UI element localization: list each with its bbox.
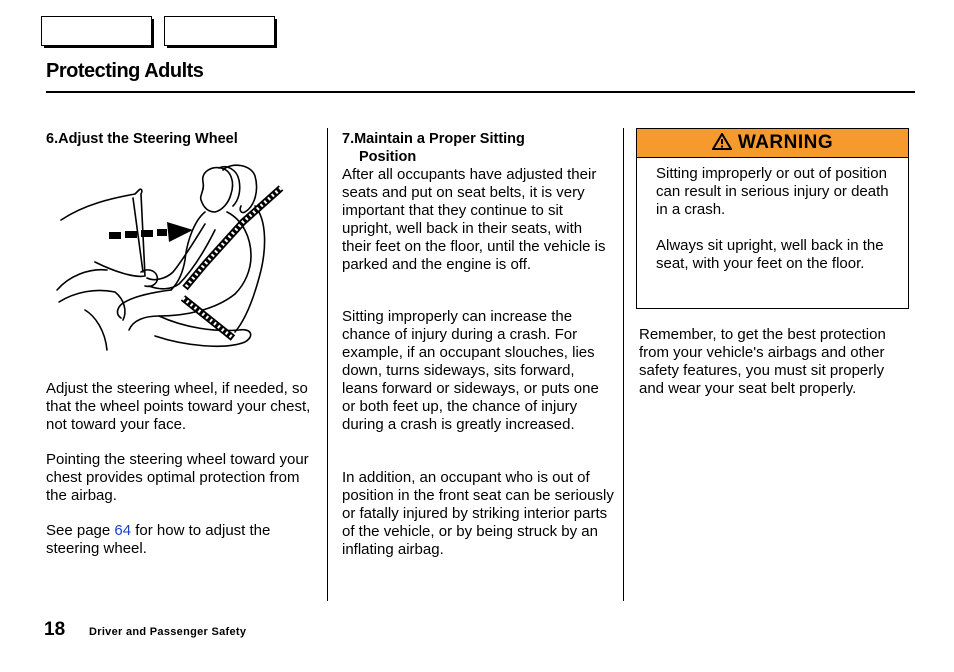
column-divider-1 — [327, 128, 328, 601]
heading-line-2: Position — [359, 149, 417, 165]
warning-triangle-icon — [712, 133, 732, 150]
sitting-para-1: After all occupants have adjusted their seats and put on seat belts, it is very important that they continue to sit upright, well back in their seats, with their feet on the floor, until the vehicle is parked and the engine is off. — [342, 166, 606, 273]
steering-para-3 — [46, 522, 311, 558]
nav-index-button[interactable] — [164, 16, 275, 46]
section-heading-sitting — [342, 130, 525, 166]
see-page-text: See page — [46, 522, 115, 539]
column-divider-2 — [623, 128, 624, 601]
see-page-text-end: for how to adjust the steering wheel. — [46, 522, 271, 557]
page-number: 18 — [44, 619, 66, 640]
footer-section-title: Driver and Passenger Safety — [89, 626, 247, 638]
sitting-para-2: Sitting improperly can increase the chance of injury during a crash. For example, if an occupant slouches, lies down, turns sideways, sits forward, leans forward or sideways, or puts one or both feet up, the chance of injury during a crash is greatly increased. — [342, 308, 599, 433]
section-heading-steering: 6.Adjust the Steering Wheel — [46, 131, 238, 147]
sitting-para-3: In addition, an occupant who is out of position in the front seat can be seriously or fatally injured by striking interior parts of the vehicle, or by being struck by an inflating airbag. — [342, 469, 614, 558]
steering-wheel-illustration — [55, 160, 290, 355]
remember-para: Remember, to get the best protection from your vehicle's airbags and other safety features, you must sit properly and wear your seat belt properly. — [639, 326, 886, 397]
warning-box — [636, 128, 909, 309]
page-64-link[interactable]: 64 — [114, 522, 132, 539]
warning-para-2: Always sit upright, well back in the seat, with your feet on the floor. — [656, 237, 884, 272]
warning-header — [637, 129, 908, 158]
nav-back-button[interactable] — [41, 16, 152, 46]
page-title: Protecting Adults — [46, 60, 204, 82]
steering-para-2: Pointing the steering wheel toward your chest provides optimal protection from the airbag. — [46, 451, 309, 504]
warning-para-1: Sitting improperly or out of position can result in serious injury or death in a crash. — [656, 165, 889, 218]
title-divider — [46, 91, 915, 93]
heading-line-1: 7.Maintain a Proper Sitting — [342, 131, 525, 147]
warning-label: WARNING — [737, 132, 834, 153]
steering-para-1: Adjust the steering wheel, if needed, so that the wheel points toward your chest, not toward your face. — [46, 380, 311, 433]
